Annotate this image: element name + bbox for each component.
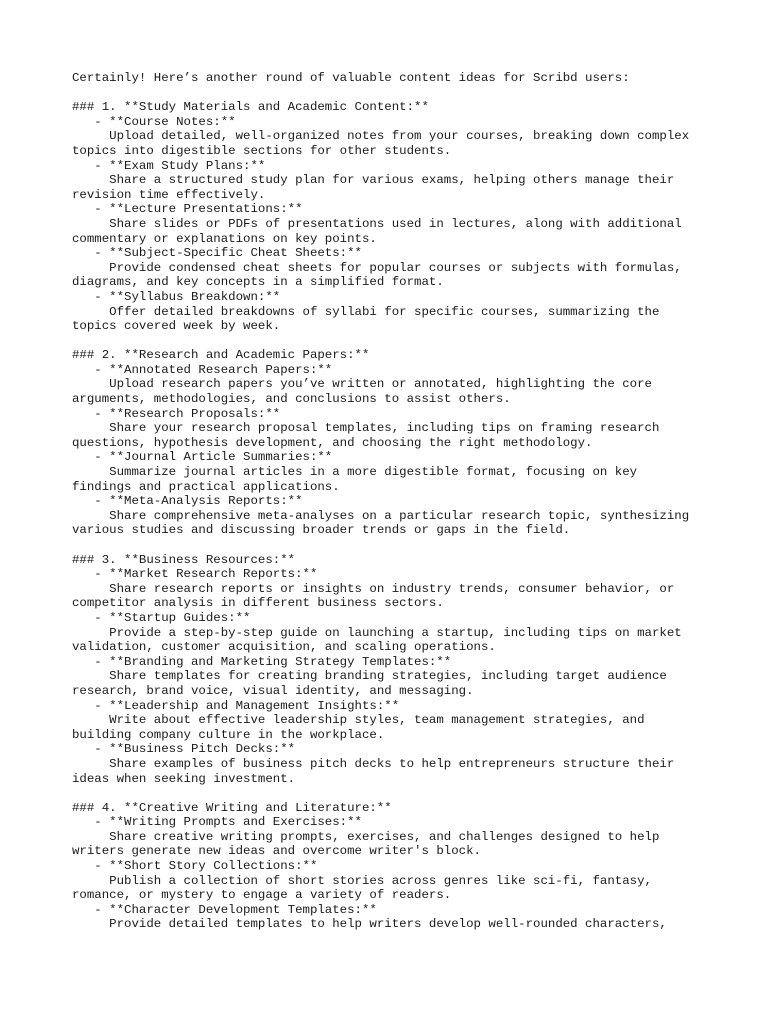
body-text-line: competitor analysis in different business sectors. — [72, 596, 444, 611]
body-text-line: Share creative writing prompts, exercises, and challenges designed to help — [72, 829, 660, 844]
body-text-line: Share a structured study plan for various exams, helping others manage their — [72, 173, 675, 188]
body-text-line: revision time effectively. — [72, 187, 266, 202]
list-item-heading: - **Character Development Templates:** — [72, 902, 377, 917]
list-item-heading: - **Business Pitch Decks:** — [72, 742, 296, 757]
intro-text: Certainly! Here’s another round of valuable content ideas for Scribd users: — [72, 71, 630, 85]
list-item-heading: - **Research Proposals:** — [72, 406, 281, 421]
body-text-line: commentary or explanations on key points. — [72, 231, 377, 246]
body-text-line: Summarize journal articles in a more digestible format, focusing on key — [72, 465, 638, 480]
list-item-heading: - **Exam Study Plans:** — [72, 158, 266, 173]
document-page — [72, 71, 712, 932]
body-text-line: Provide a step-by-step guide on launching a startup, including tips on market — [72, 625, 682, 640]
list-item-heading: - **Syllabus Breakdown:** — [72, 289, 281, 304]
list-item-heading: - **Writing Prompts and Exercises:** — [72, 815, 362, 830]
section-heading: ### 4. **Creative Writing and Literature:** — [72, 800, 392, 815]
body-text-line: Offer detailed breakdowns of syllabi for specific courses, summarizing the — [72, 304, 660, 319]
list-item-heading: - **Startup Guides:** — [72, 610, 251, 625]
body-text-line: diagrams, and key concepts in a simplified format. — [72, 275, 444, 290]
body-text-line: building company culture in the workplace. — [72, 727, 385, 742]
body-text-line: topics covered week by week. — [72, 319, 281, 334]
list-item-heading: - **Journal Article Summaries:** — [72, 450, 333, 465]
blank-line — [72, 538, 712, 553]
body-text-line: Share slides or PDFs of presentations used in lectures, along with additional — [72, 216, 682, 231]
body-text-line: Write about effective leadership styles, team management strategies, and — [72, 713, 645, 728]
body-text-line: romance, or mystery to engage a variety of readers. — [72, 888, 452, 903]
list-item-heading: - **Market Research Reports:** — [72, 567, 318, 582]
list-item-heading: - **Leadership and Management Insights:** — [72, 698, 400, 713]
body-text-line: Provide detailed templates to help writers develop well-rounded characters, — [72, 917, 667, 932]
list-item-heading: - **Subject-Specific Cheat Sheets:** — [72, 246, 362, 261]
list-item-heading: - **Lecture Presentations:** — [72, 202, 303, 217]
list-item-heading: - **Branding and Marketing Strategy Templates:** — [72, 654, 452, 669]
body-text-line: findings and practical applications. — [72, 479, 340, 494]
body-text-line: validation, customer acquisition, and scaling operations. — [72, 640, 496, 655]
body-text-line: various studies and discussing broader trends or gaps in the field. — [72, 523, 571, 538]
body-text-line: Provide condensed cheat sheets for popular courses or subjects with formulas, — [72, 260, 682, 275]
body-text-line: arguments, methodologies, and conclusions to assist others. — [72, 392, 511, 407]
body-text-line: questions, hypothesis development, and choosing the right methodology. — [72, 435, 593, 450]
blank-line — [72, 786, 712, 801]
body-text-line: Share comprehensive meta-analyses on a particular research topic, synthesizing — [72, 508, 690, 523]
blank-line — [72, 334, 712, 349]
body-text-line: Publish a collection of short stories across genres like sci-fi, fantasy, — [72, 873, 652, 888]
body-text-line: Share templates for creating branding strategies, including target audience — [72, 669, 667, 684]
body-text-line: topics into digestible sections for other students. — [72, 143, 452, 158]
section-heading: ### 2. **Research and Academic Papers:** — [72, 348, 370, 363]
body-text-line: Share research reports or insights on industry trends, consumer behavior, or — [72, 581, 675, 596]
list-item-heading: - **Meta-Analysis Reports:** — [72, 494, 303, 509]
list-item-heading: - **Short Story Collections:** — [72, 859, 318, 874]
blank-line — [72, 86, 712, 101]
body-text-line: Upload research papers you’ve written or annotated, highlighting the core — [72, 377, 652, 392]
body-text-line: Upload detailed, well-organized notes from your courses, breaking down complex — [72, 129, 690, 144]
section-heading: ### 3. **Business Resources:** — [72, 552, 296, 567]
list-item-heading: - **Course Notes:** — [72, 114, 236, 129]
body-text-line: Share your research proposal templates, including tips on framing research — [72, 421, 660, 436]
body-text-line: Share examples of business pitch decks to help entrepreneurs structure their — [72, 756, 675, 771]
body-text-line: writers generate new ideas and overcome writer's block. — [72, 844, 481, 859]
section-heading: ### 1. **Study Materials and Academic Content:** — [72, 100, 429, 115]
body-text-line: research, brand voice, visual identity, and messaging. — [72, 683, 474, 698]
list-item-heading: - **Annotated Research Papers:** — [72, 362, 333, 377]
body-text-line: ideas when seeking investment. — [72, 771, 296, 786]
